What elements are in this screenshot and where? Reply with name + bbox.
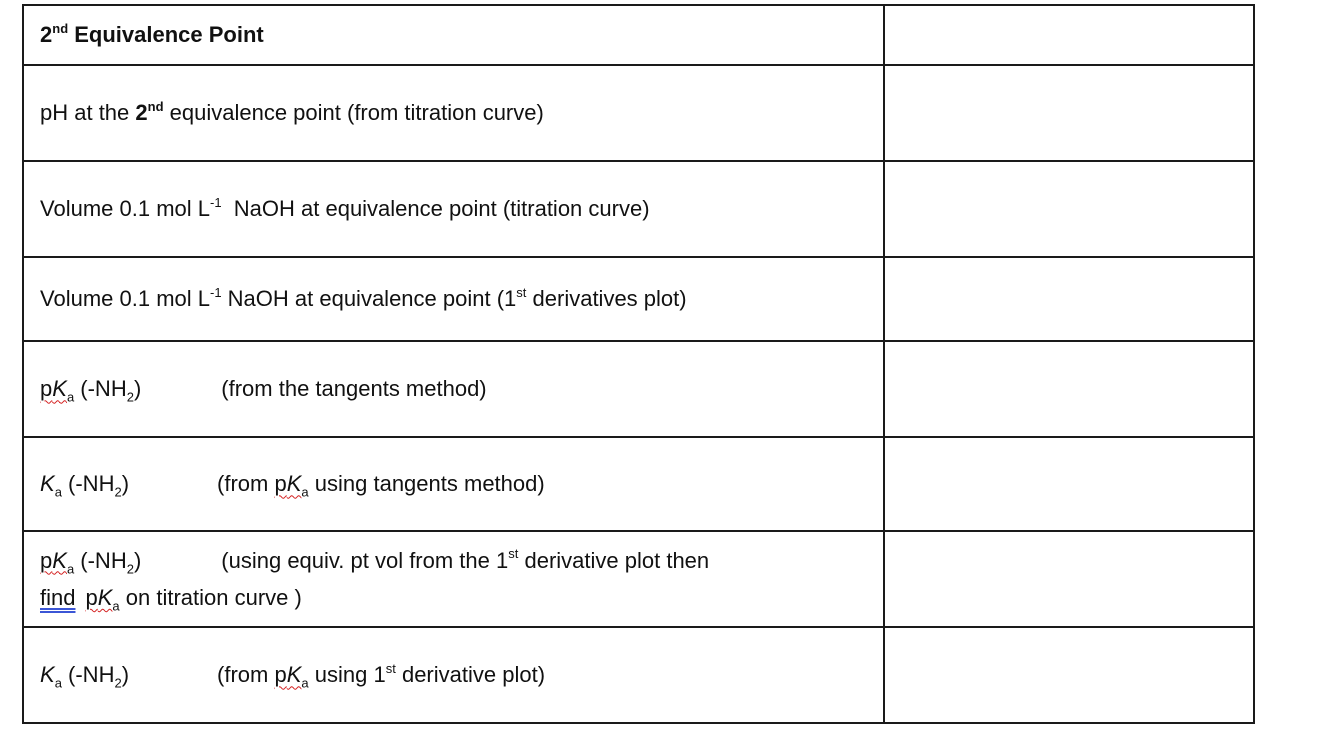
table-row (23, 5, 1254, 65)
find-word: find (40, 585, 76, 610)
row-label-pka-tangents: $pK_a$ $(-NH_2)$ (from the tangents method) (23, 341, 884, 437)
heading-ordinal: nd (52, 20, 69, 36)
answer-cell[interactable] (884, 161, 1254, 257)
answer-cell[interactable] (884, 341, 1254, 437)
answer-cell[interactable] (884, 65, 1254, 161)
results-table (22, 4, 1255, 724)
table-row (23, 627, 1254, 723)
pka-symbol: $pK_a$ (40, 376, 75, 405)
pka-symbol: $pK_a$ (274, 471, 309, 500)
section-heading (23, 5, 884, 65)
answer-cell[interactable] (884, 437, 1254, 531)
answer-cell[interactable] (884, 257, 1254, 341)
answer-cell[interactable] (884, 5, 1254, 65)
table-row (23, 65, 1254, 161)
pka-symbol: $pK_a$ (85, 585, 120, 614)
row-label-ka-tangents: $K_a$ $(-NH_2)$ (from $pK_a$ using tangents method) (23, 437, 884, 531)
table-row (23, 257, 1254, 341)
row-label-ph-2nd-equivalence: pH at the 2nd equivalence point (from titration curve) (23, 65, 884, 161)
heading-text: Equivalence Point (68, 22, 264, 48)
row-label-volume-derivative-plot: Volume 0.1 mol $L^{-1}$ NaOH at equivalence point (1st derivatives plot) (23, 257, 884, 341)
answer-cell[interactable] (884, 531, 1254, 627)
row-label-pka-derivative: $pK_a$ $(-NH_2)$ (using equiv. pt vol from the 1st derivative plot then find $pK_a$ on titration curve ) (23, 531, 884, 627)
heading-number: 2 (40, 22, 53, 48)
pka-symbol: $pK_a$ (40, 547, 75, 576)
table-row (23, 437, 1254, 531)
table-row (23, 161, 1254, 257)
row-label-ka-derivative: $K_a$ $(-NH_2)$ (from $pK_a$ using 1st derivative plot) (23, 627, 884, 723)
pka-symbol: $pK_a$ (274, 662, 309, 691)
table-row (23, 531, 1254, 627)
row-label-volume-titration-curve: Volume 0.1 mol $L^{-1}$ NaOH at equivalence point (titration curve) (23, 161, 884, 257)
answer-cell[interactable] (884, 627, 1254, 723)
table-row (23, 341, 1254, 437)
